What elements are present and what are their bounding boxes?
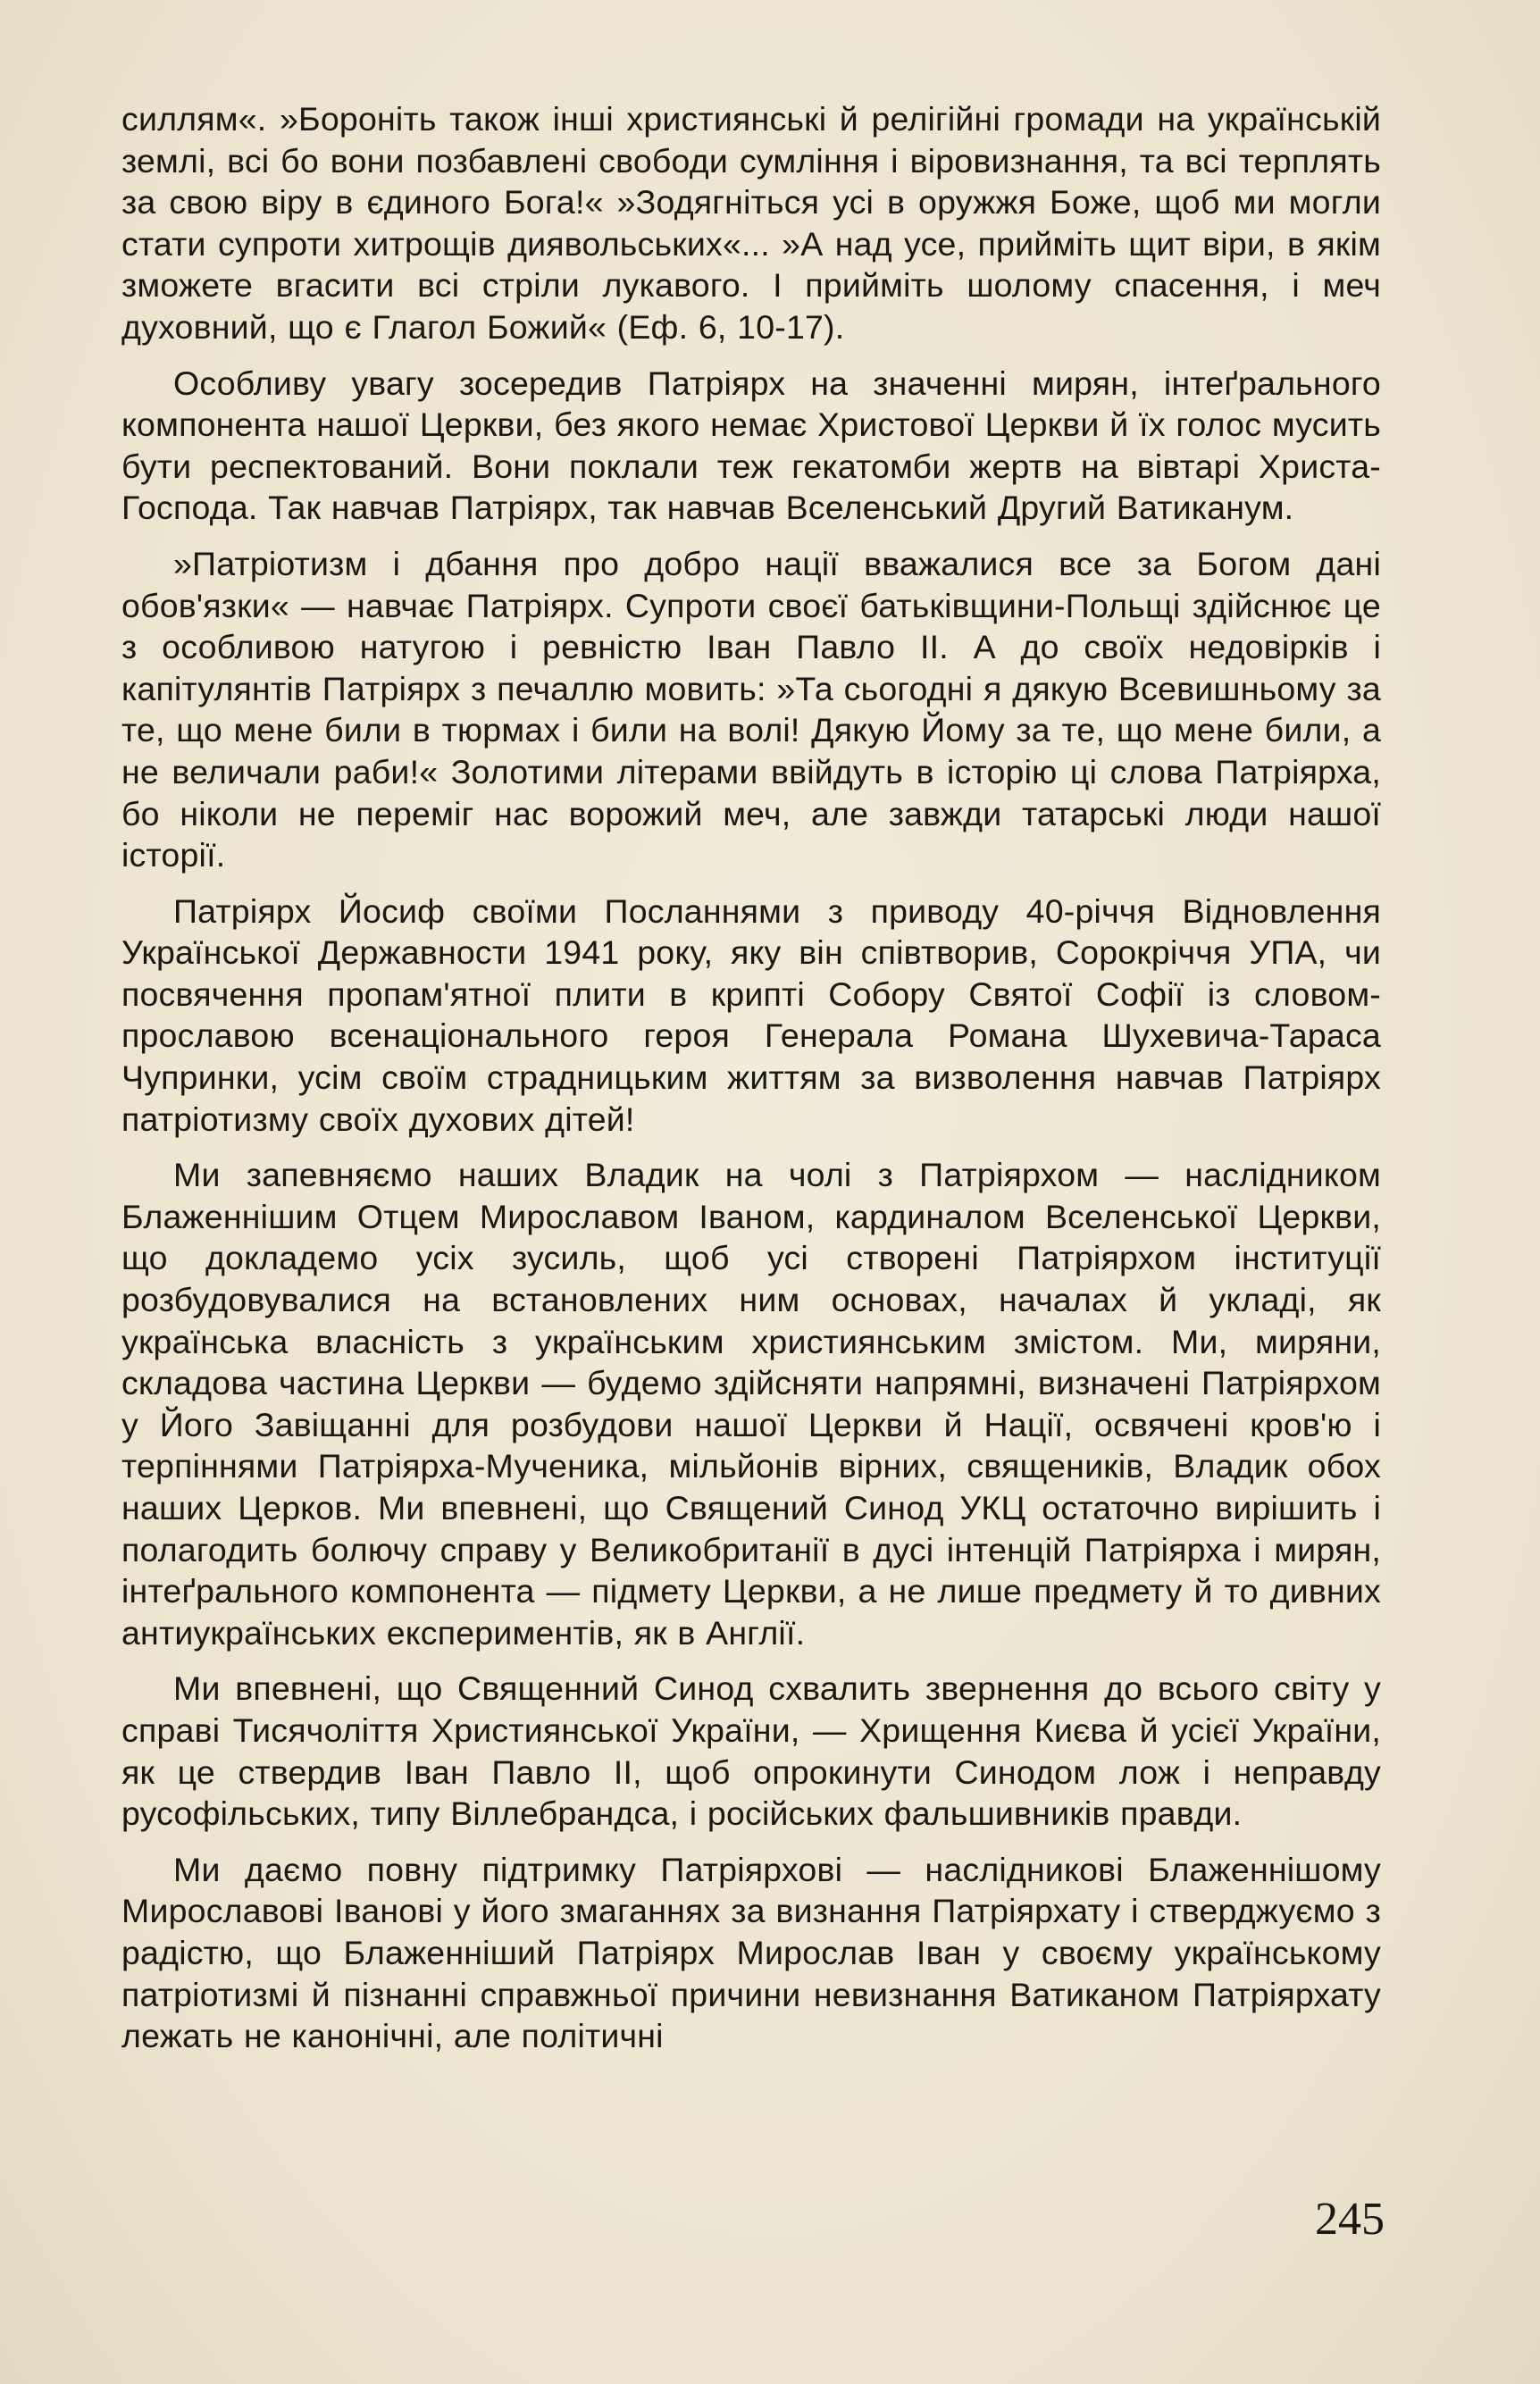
paragraph-1: силлям«. »Бороніть також інші християнські й релігійні громади на українській землі, всі бо вони позбавлені свободи сумління і віровизнання, та всі терплять за свою віру в єдиного Бога!« »Зодягніться усі в оружжя Боже, щоб ми могли стати супроти хитрощів диявольських«... »А над усе, прийміть щит віри, в якім зможете вгасити всі стріли лукавого. І прийміть шолому спасення, і меч духовний, що є Глагол Божий« (Еф. 6, 10-17). xyxy=(121,100,1381,346)
paragraph-4: Патріярх Йосиф своїми Посланнями з приводу 40-річчя Відновлення Української Державности 1941 року, яку він співтворив, Сорокріччя УПА, чи посвячення пропам'ятної плити в крипті Собору Святої Софії із словом-прославою всенаціонального героя Генерала Романа Шухевича-Тараса Чупринки, усім своїм страдницьким життям за визволення навчав Патріярх патріотизму своїх духових дітей! xyxy=(121,891,1381,1138)
paragraph-5: Ми запевняємо наших Владик на чолі з Патріярхом — наслідником Блаженнішим Отцем Мирославом Іваном, кардиналом Вселенської Церкви, що докладемо усіх зусиль, щоб усі створені Патріярхом інституції розбудовувалися на встановлених ним основах, началах й укладі, як українська власність з українським християнським змістом. Ми, миряни, складова частина Церкви — будемо здійсняти напрямні, визначені Патріярхом у Його Завіщанні для розбудови нашої Церкви й Нації, освячені кров'ю і терпіннями Патріярха-Мученика, мільйонів вірних, священиків, Владик обох наших Церков. Ми впевнені, що Священий Синод УКЦ остаточно вирішить і полагодить болючу справу у Великобританії в дусі інтенцій Патріярха і мирян, інтеґрального компонента — підмету Церкви, а не лише предмету й то дивних антиукраїнських експериментів, як в Англії. xyxy=(121,1156,1381,1652)
paragraph-7: Ми даємо повну підтримку Патріярхові — наслідникові Блаженнішому Мирославові Іванові у його змаганнях за визнання Патріярхату і стверджуємо з радістю, що Блаженніший Патріярх Мирослав Іван у своєму українському патріотизмі й пізнанні справжньої причини невизнання Ватиканом Патріярхату лежать не канонічні, але політичні xyxy=(121,1850,1381,2055)
paragraph-6: Ми впевнені, що Священний Синод схвалить звернення до всього світу у справі Тисячоліття Християнської України, — Хрищення Києва й усієї України, як це ствердив Іван Павло ІІ, щоб опрокинути Синодом лож і неправду русофільських, типу Віллебрандса, і російських фальшивників правди. xyxy=(121,1669,1381,1833)
body-text xyxy=(121,98,1381,2057)
paragraph-3: »Патріотизм і дбання про добро нації вважалися все за Богом дані обов'язки« — навчає Патріярх. Супроти своєї батьківщини-Польщі здійснює це з особливою натугою і ревністю Іван Павло ІІ. А до своїх недовірків і капітулянтів Патріярх з печаллю мовить: »Та сьогодні я дякую Всевишньому за те, що мене били в тюрмах і били на волі! Дякую Йому за те, що мене били, а не величали раби!« Золотими літерами ввійдуть в історію ці слова Патріярха, бо ніколи не переміг нас ворожий меч, але завжди татарські люди нашої історії. xyxy=(121,544,1381,874)
paragraph-2: Особливу увагу зосередив Патріярх на значенні мирян, інтеґрального компонента нашої Церкви, без якого немає Христової Церкви й їх голос мусить бути респектований. Вони поклали теж гекатомби жертв на вівтарі Христа-Господа. Так навчав Патріярх, так навчав Вселенський Другий Ватиканум. xyxy=(121,364,1381,527)
page-number: 245 xyxy=(1315,2194,1385,2245)
